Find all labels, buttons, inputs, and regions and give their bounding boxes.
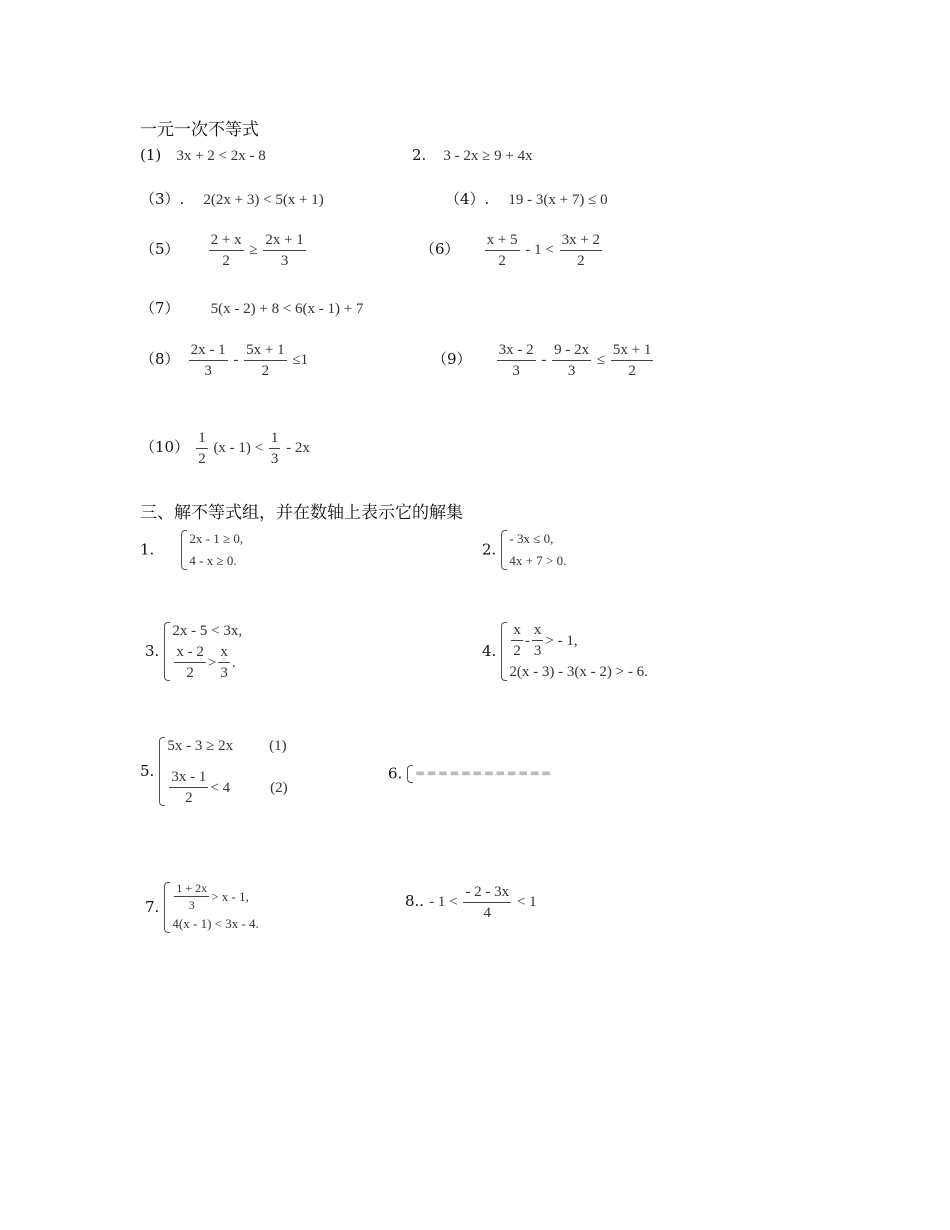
denominator: 3 — [220, 665, 228, 681]
problem-label: （4）. — [445, 190, 490, 208]
numerator: 1 — [269, 428, 281, 449]
fraction — [218, 642, 230, 683]
operator: ≤1 — [292, 351, 309, 368]
denominator: 2 — [185, 790, 193, 806]
denominator: 3 — [188, 898, 195, 912]
denominator: 3 — [204, 363, 212, 379]
system-3 — [145, 620, 242, 683]
numerator: 3x - 1 — [169, 767, 208, 788]
system-8 — [405, 882, 537, 923]
fraction — [196, 428, 208, 469]
system-label: 3. — [145, 642, 160, 660]
denominator: 3 — [512, 363, 520, 379]
operator: (x - 1) < — [213, 439, 264, 456]
fraction — [611, 340, 653, 381]
section-title-inequality-systems: 三、解不等式组，并在数轴上表示它的解集 — [140, 503, 463, 523]
system-label: 7. — [145, 898, 160, 916]
system-line — [167, 767, 287, 808]
denominator: 2 — [261, 363, 270, 379]
operator: > - 1, — [545, 632, 578, 649]
problem-label: (1) — [140, 146, 162, 164]
problem-2 — [412, 145, 533, 165]
problem-expression: 3 - 2x ≥ 9 + 4x — [443, 148, 533, 164]
system-line: 2x - 1 ≥ 0, — [189, 531, 244, 546]
operator: - — [541, 351, 547, 368]
system-label: 4. — [482, 642, 497, 660]
system-line: 4x + 7 > 0. — [509, 553, 567, 568]
denominator: 3 — [270, 451, 279, 467]
problem-10 — [140, 428, 310, 469]
operator: . — [231, 654, 236, 671]
system-brace — [164, 880, 258, 935]
system-brace — [164, 620, 242, 683]
numerator: 3x - 2 — [497, 340, 536, 361]
problem-label: （7） — [140, 299, 180, 317]
system-label: 2. — [482, 540, 497, 559]
fraction — [174, 880, 209, 913]
operator: - 2x — [286, 439, 310, 456]
system-line: 4(x - 1) < 3x - 4. — [172, 916, 259, 931]
system-5 — [140, 735, 288, 808]
fraction — [497, 340, 536, 381]
system-line: 2x - 5 < 3x, — [172, 623, 243, 639]
fraction — [552, 340, 591, 381]
problem-expression: 5(x - 2) + 8 < 6(x - 1) + 7 — [210, 301, 364, 317]
fraction — [263, 230, 305, 271]
system-line — [172, 642, 242, 683]
operator: < 4 — [210, 779, 231, 796]
operator: - — [524, 632, 530, 649]
numerator: 2x - 1 — [189, 340, 228, 361]
system-line: - 3x ≤ 0, — [509, 531, 554, 546]
system-line-text: 5x - 3 ≥ 2x — [167, 738, 234, 754]
problem-label: （10） — [140, 437, 190, 456]
problem-expression: 3x + 2 < 2x - 8 — [176, 148, 266, 164]
problem-label: （8） — [140, 349, 180, 368]
denominator: 2 — [577, 253, 585, 269]
system-label: 5. — [140, 762, 155, 780]
system-6 — [388, 763, 553, 785]
fraction — [174, 642, 206, 683]
numerator: 1 — [196, 428, 208, 449]
fraction — [269, 428, 281, 469]
operator: > x - 1, — [211, 888, 249, 904]
numerator: x — [218, 642, 230, 663]
problem-7 — [140, 297, 364, 318]
fraction — [485, 230, 520, 271]
operator: - 1 < — [525, 241, 554, 258]
problem-6 — [420, 230, 604, 271]
numerator: 3x + 2 — [560, 230, 602, 251]
system-label: 8.. — [405, 891, 425, 910]
system-1 — [140, 528, 243, 572]
numerator: x - 2 — [174, 642, 206, 663]
denominator: 3 — [280, 253, 289, 269]
operator: - 1 < — [429, 893, 458, 910]
system-brace — [501, 528, 566, 572]
denominator: 2 — [498, 253, 506, 269]
denominator: 2 — [186, 665, 194, 681]
system-4 — [482, 620, 648, 683]
system-line: 4 - x ≥ 0. — [189, 553, 237, 568]
numerator: - 2 - 3x — [463, 882, 511, 903]
denominator: 4 — [483, 905, 492, 921]
system-label: 6. — [388, 764, 403, 783]
problem-8 — [140, 340, 308, 381]
system-brace — [501, 620, 647, 683]
problem-expression: 19 - 3(x + 7) ≤ 0 — [508, 192, 608, 208]
problem-4 — [445, 188, 608, 209]
numerator: x + 5 — [485, 230, 520, 251]
problem-label: （9） — [432, 349, 472, 368]
system-line — [167, 735, 287, 757]
operator: - — [233, 351, 239, 368]
illegible-content: ▬▬▬▬▬▬▬▬▬▬▬▬ — [415, 768, 553, 779]
system-brace — [159, 735, 287, 808]
denominator: 2 — [198, 451, 206, 467]
denominator: 3 — [567, 363, 576, 379]
operator: < 1 — [516, 893, 537, 910]
fraction — [560, 230, 602, 271]
numerator: 1 + 2x — [176, 881, 208, 895]
fraction — [511, 620, 523, 661]
problem-label: 2. — [412, 146, 427, 164]
problem-label: （5） — [140, 239, 180, 258]
equation-tag: (2) — [270, 779, 288, 796]
system-line — [509, 620, 647, 661]
numerator: x — [511, 620, 523, 641]
denominator: 3 — [533, 643, 542, 659]
numerator: 2x + 1 — [263, 230, 305, 251]
numerator: 9 - 2x — [552, 340, 591, 361]
system-brace — [181, 528, 243, 572]
system-line — [172, 880, 258, 913]
fraction — [169, 767, 208, 808]
denominator: 2 — [222, 253, 230, 269]
numerator: 2 + x — [209, 230, 244, 251]
denominator: 2 — [513, 643, 521, 659]
problem-label: （3）. — [140, 190, 185, 208]
system-brace-illegible — [407, 763, 552, 785]
fraction — [463, 882, 511, 923]
problem-3 — [140, 188, 324, 209]
system-7 — [145, 880, 259, 935]
operator: ≤ — [596, 351, 606, 368]
numerator: 5x + 1 — [611, 340, 653, 361]
system-label: 1. — [140, 540, 155, 559]
problem-expression: 2(2x + 3) < 5(x + 1) — [203, 192, 324, 208]
operator: ≥ — [249, 241, 258, 258]
fraction — [189, 340, 228, 381]
problem-label: （6） — [420, 239, 460, 258]
numerator: x — [532, 620, 544, 641]
system-2 — [482, 528, 566, 572]
fraction — [209, 230, 244, 271]
denominator: 2 — [628, 363, 636, 379]
fraction — [244, 340, 286, 381]
problem-1 — [140, 145, 266, 165]
problem-5 — [140, 230, 308, 271]
numerator: 5x + 1 — [244, 340, 286, 361]
fraction — [532, 620, 544, 661]
system-line: 2(x - 3) - 3(x - 2) > - 6. — [509, 664, 648, 680]
equation-tag: (1) — [269, 738, 287, 754]
problem-9 — [432, 340, 655, 381]
operator: > — [207, 654, 217, 671]
section-title-linear-inequalities: 一元一次不等式 — [140, 120, 259, 140]
